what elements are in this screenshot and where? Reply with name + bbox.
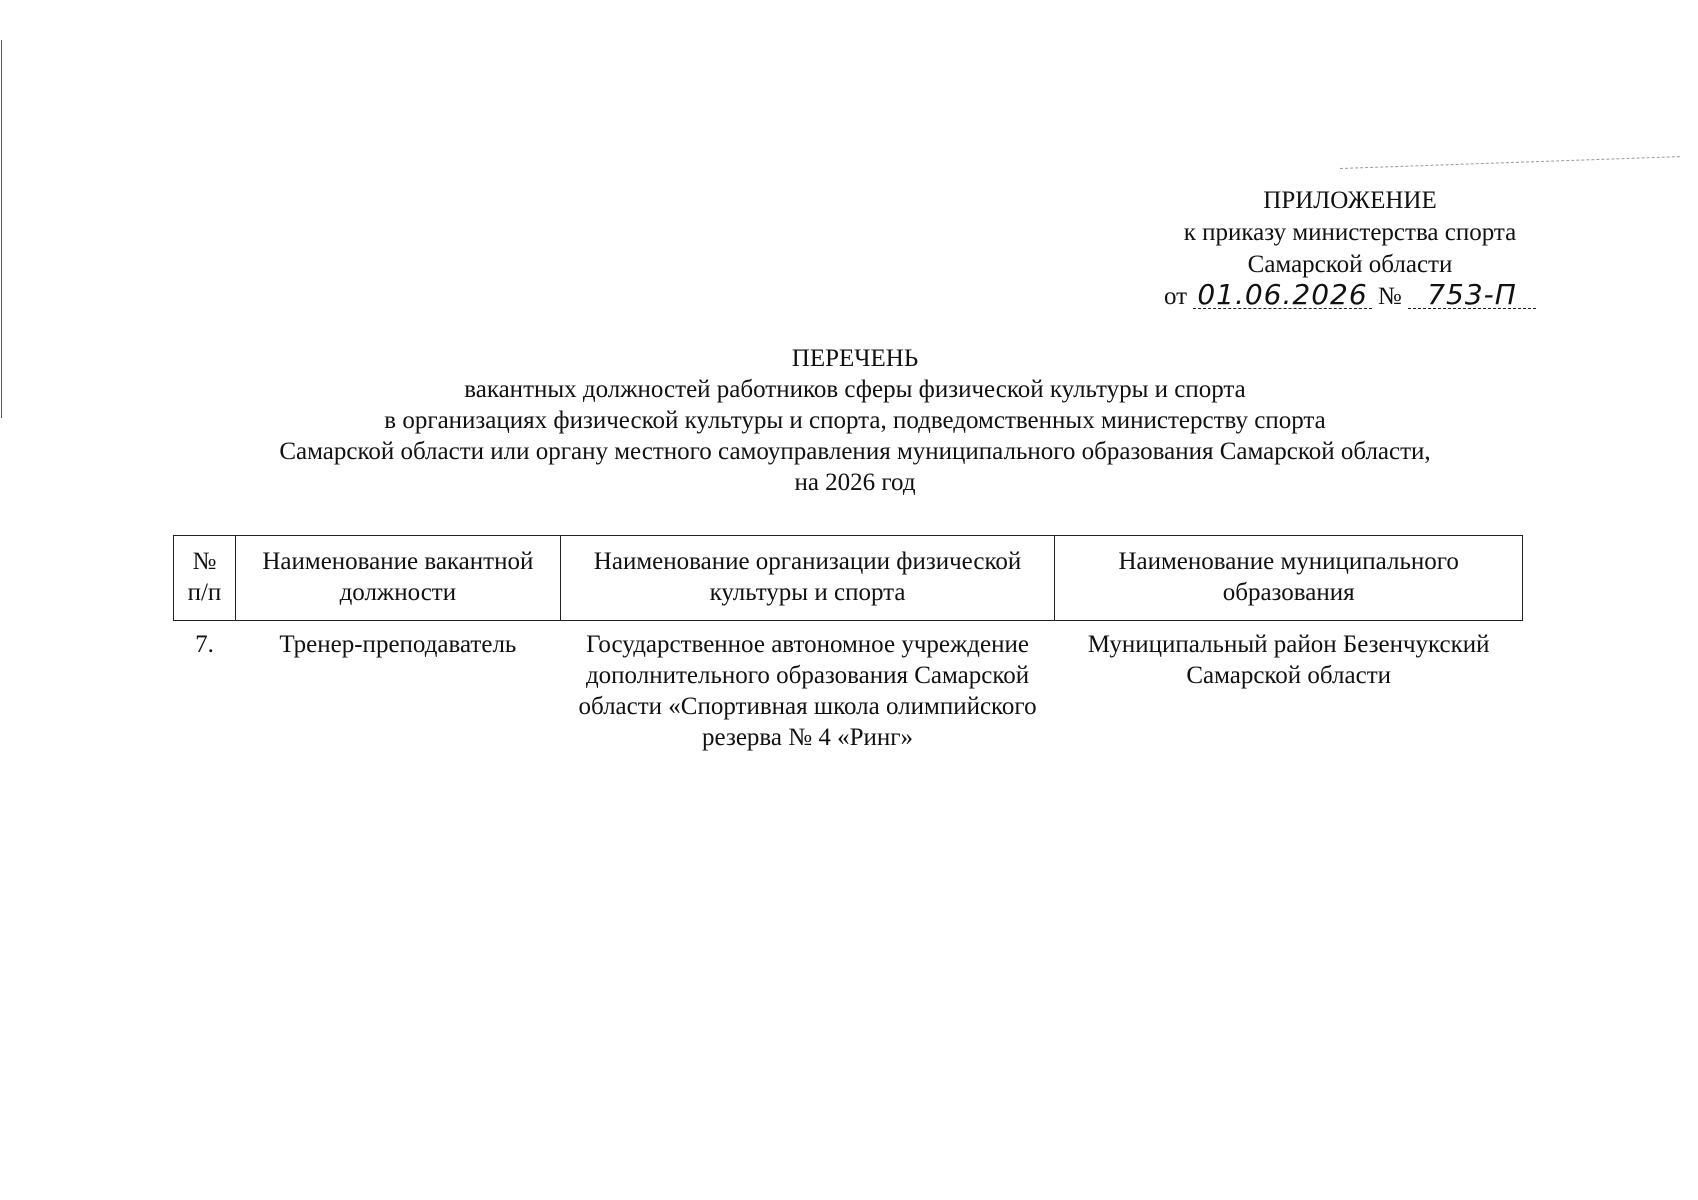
table-header-row xyxy=(174,536,1523,621)
cell-position: Тренер-преподаватель xyxy=(279,631,517,658)
subtitle-line-2: в организациях физической культуры и спорта, подведомственных министерству спорта xyxy=(384,407,1326,434)
appendix-block xyxy=(1150,185,1550,313)
vacancy-table-wrapper xyxy=(173,535,1523,761)
header-organization: Наименование организации физической культуры и спорта xyxy=(560,536,1055,621)
order-line xyxy=(1150,278,1550,313)
order-from-label: от xyxy=(1163,283,1188,310)
order-number: 753-П xyxy=(1408,282,1536,309)
cell-municipality: Муниципальный район Безенчукский Самарской области xyxy=(1087,631,1490,689)
appendix-title: ПРИЛОЖЕНИЕ xyxy=(1263,187,1437,214)
header-municipality: Наименование муниципального образования xyxy=(1055,536,1523,621)
header-number: № п/п xyxy=(174,536,236,621)
order-number-label: № xyxy=(1377,283,1402,310)
document-title-block xyxy=(190,343,1520,498)
subtitle-line-4: на 2026 год xyxy=(794,469,916,496)
document-title: ПЕРЕЧЕНЬ xyxy=(791,345,919,372)
subtitle-line-1: вакантных должностей работников сферы физической культуры и спорта xyxy=(464,376,1246,403)
order-date: 01.06.2026 xyxy=(1193,282,1371,309)
appendix-line-2: Самарской области xyxy=(1247,251,1453,278)
scan-dash-line xyxy=(1340,156,1680,169)
vacancy-table xyxy=(173,535,1523,761)
appendix-line-1: к приказу министерства спорта xyxy=(1183,219,1517,246)
cell-number: 7. xyxy=(195,631,214,658)
subtitle-line-3: Самарской области или органу местного самоуправления муниципального образования Самарской области, xyxy=(279,438,1431,465)
table-row xyxy=(174,621,1523,762)
header-position: Наименование вакантной должности xyxy=(235,536,560,621)
cell-organization: Государственное автономное учреждение дополнительного образования Самарской области «Спортивная школа олимпийского резерва № 4 «Ринг» xyxy=(578,631,1037,751)
scan-edge-line xyxy=(1,40,2,418)
